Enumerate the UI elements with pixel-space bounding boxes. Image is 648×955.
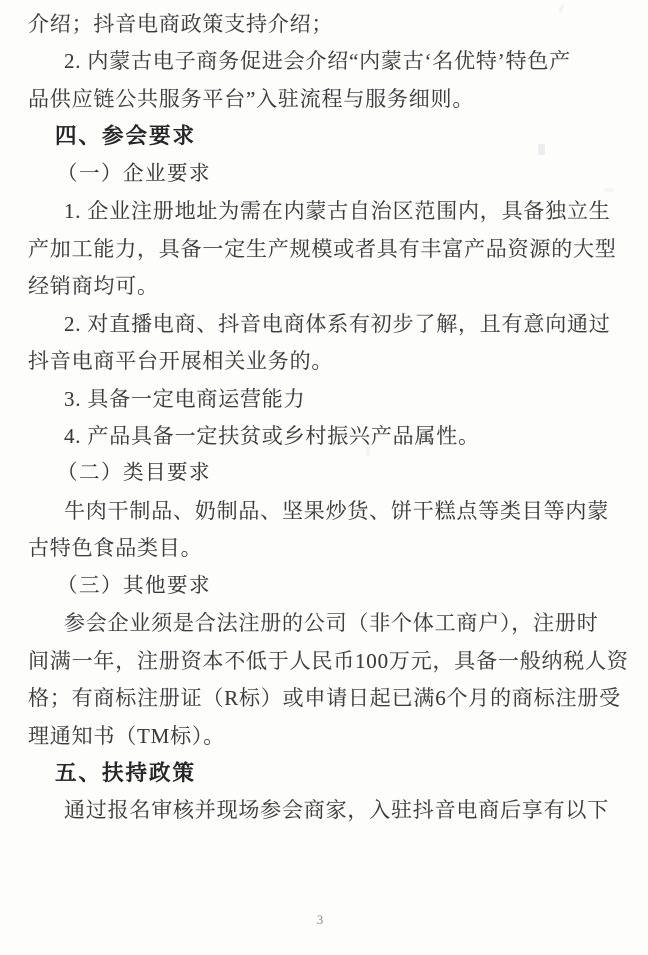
section-heading: 四、参会要求 — [55, 124, 197, 148]
text-line: 通过报名审核并现场参会商家，入驻抖音电商后享有以下 — [64, 798, 609, 822]
sub-heading: （一）企业要求 — [57, 163, 211, 185]
text-line: 格；有商标注册证（R标）或申请日起已满6个月的商标注册受 — [28, 686, 621, 710]
sub-heading: （二）类目要求 — [57, 462, 211, 484]
text-line: 间满一年，注册资本不低于人民币100万元，具备一般纳税人资 — [28, 649, 629, 673]
scan-artifact — [366, 446, 370, 456]
scan-artifact — [604, 188, 614, 192]
text-line: 产加工能力，具备一定生产规模或者具有丰富产品资源的大型 — [28, 237, 617, 261]
text-line: 参会企业须是合法注册的公司（非个体工商户），注册时 — [64, 611, 599, 635]
text-line: 3. 具备一定电商运营能力 — [64, 387, 306, 411]
text-line: 抖音电商平台开展相关业务的。 — [28, 349, 334, 373]
text-line: 2. 对直播电商、抖音电商体系有初步了解，且有意向通过 — [64, 312, 611, 336]
text-line: 古特色食品类目。 — [28, 536, 203, 560]
sub-heading: （三）其他要求 — [57, 575, 211, 597]
section-heading: 五、扶持政策 — [55, 761, 197, 785]
text-line: 4. 产品具备一定扶贫或乡村振兴产品属性。 — [64, 424, 480, 448]
text-line: 经销商均可。 — [28, 274, 159, 298]
page-number: 3 — [316, 912, 324, 927]
text-line: 2. 内蒙古电子商务促进会介绍“内蒙古‘名优特’特色产 — [64, 49, 571, 73]
scan-artifact — [538, 144, 545, 155]
text-line: 牛肉干制品、奶制品、坚果炒货、饼干糕点等类目等内蒙 — [64, 499, 609, 523]
text-line: 1. 企业注册地址为需在内蒙古自治区范围内，具备独立生 — [64, 199, 611, 223]
text-line: 品供应链公共服务平台”入驻流程与服务细则。 — [28, 87, 475, 111]
text-line: 理通知书（TM标）。 — [28, 724, 225, 748]
text-line: 介绍；抖音电商政策支持介绍； — [28, 12, 334, 36]
